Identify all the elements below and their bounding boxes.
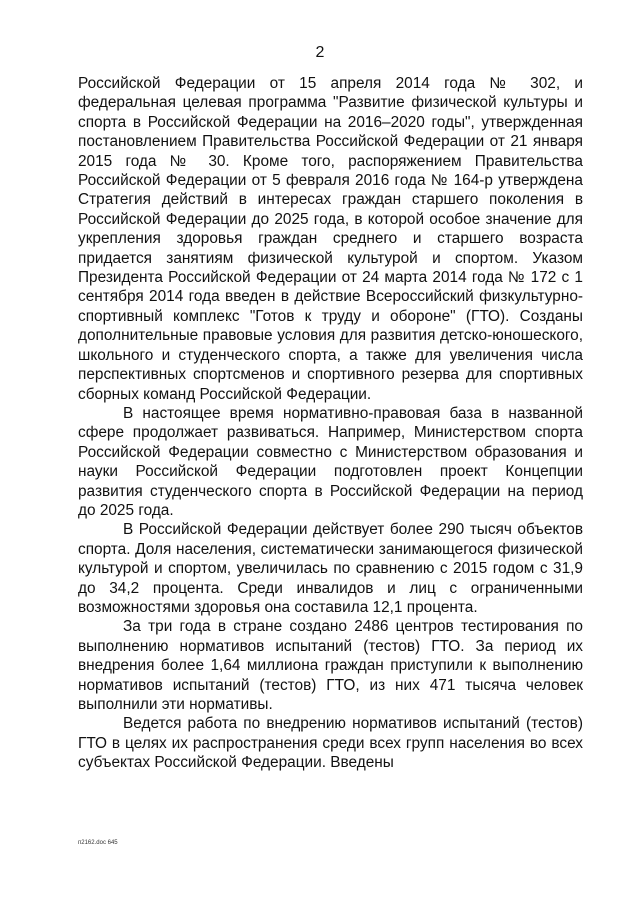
footer-file-code: п2162.doc 645	[78, 840, 118, 846]
paragraph-2: В настоящее время нормативно-правовая база в названной сфере продолжает развиваться. Например, Министерством спорта Российской Федерации совместно с Министерством образования и науки Российской Федерации подготовлен проект Концепции развития студенческого спорта в Российской Федерации на период до 2025 года.	[78, 404, 583, 519]
paragraph-1: Российской Федерации от 15 апреля 2014 года № 302, и федеральная целевая программа "Развитие физической культуры и спорта в Российской Федерации на 2016–2020 годы", утвержденная постановлением Правительства Российской Федерации от 21 января 2015 года № 30. Кроме того, распоряжением Правительства Российской Федерации от 5 февраля 2016 года № 164-р утверждена Стратегия действий в интересах граждан старшего поколения в Российской Федерации до 2025 года, в которой особое значение для укрепления здоровья граждан среднего и старшего возраста придается занятиям физической культурой и спортом. Указом Президента Российской Федерации от 24 марта 2014 года № 172 с 1 сентября 2014 года введен в действие Всероссийский физкультурно-спортивный комплекс "Готов к труду и обороне" (ГТО). Созданы дополнительные правовые условия для развития детско-юношеского, школьного и студенческого спорта, а также для увеличения числа перспективных спортсменов и спортивного резерва для спортивных сборных команд Российской Федерации.	[78, 75, 583, 403]
paragraph-5: Ведется работа по внедрению нормативов испытаний (тестов) ГТО в целях их распространения среди всех групп населения во всех субъектах Российской Федерации. Введены	[78, 715, 583, 772]
paragraph-4: За три года в стране создано 2486 центров тестирования по выполнению нормативов испытаний (тестов) ГТО. За период их внедрения более 1,64 миллиона граждан приступили к выполнению нормативов испытаний (тестов) ГТО, из них 471 тысяча человек выполнили эти нормативы.	[78, 618, 583, 713]
body-text	[78, 74, 583, 773]
page-number: 2	[315, 44, 325, 61]
paragraph-3: В Российской Федерации действует более 290 тысяч объектов спорта. Доля населения, систематически занимающегося физической культурой и спортом, увеличилась по сравнению с 2015 годом с 31,9 до 34,2 процента. Среди инвалидов и лиц с ограниченными возможностями здоровья она составила 12,1 процента.	[78, 521, 583, 616]
